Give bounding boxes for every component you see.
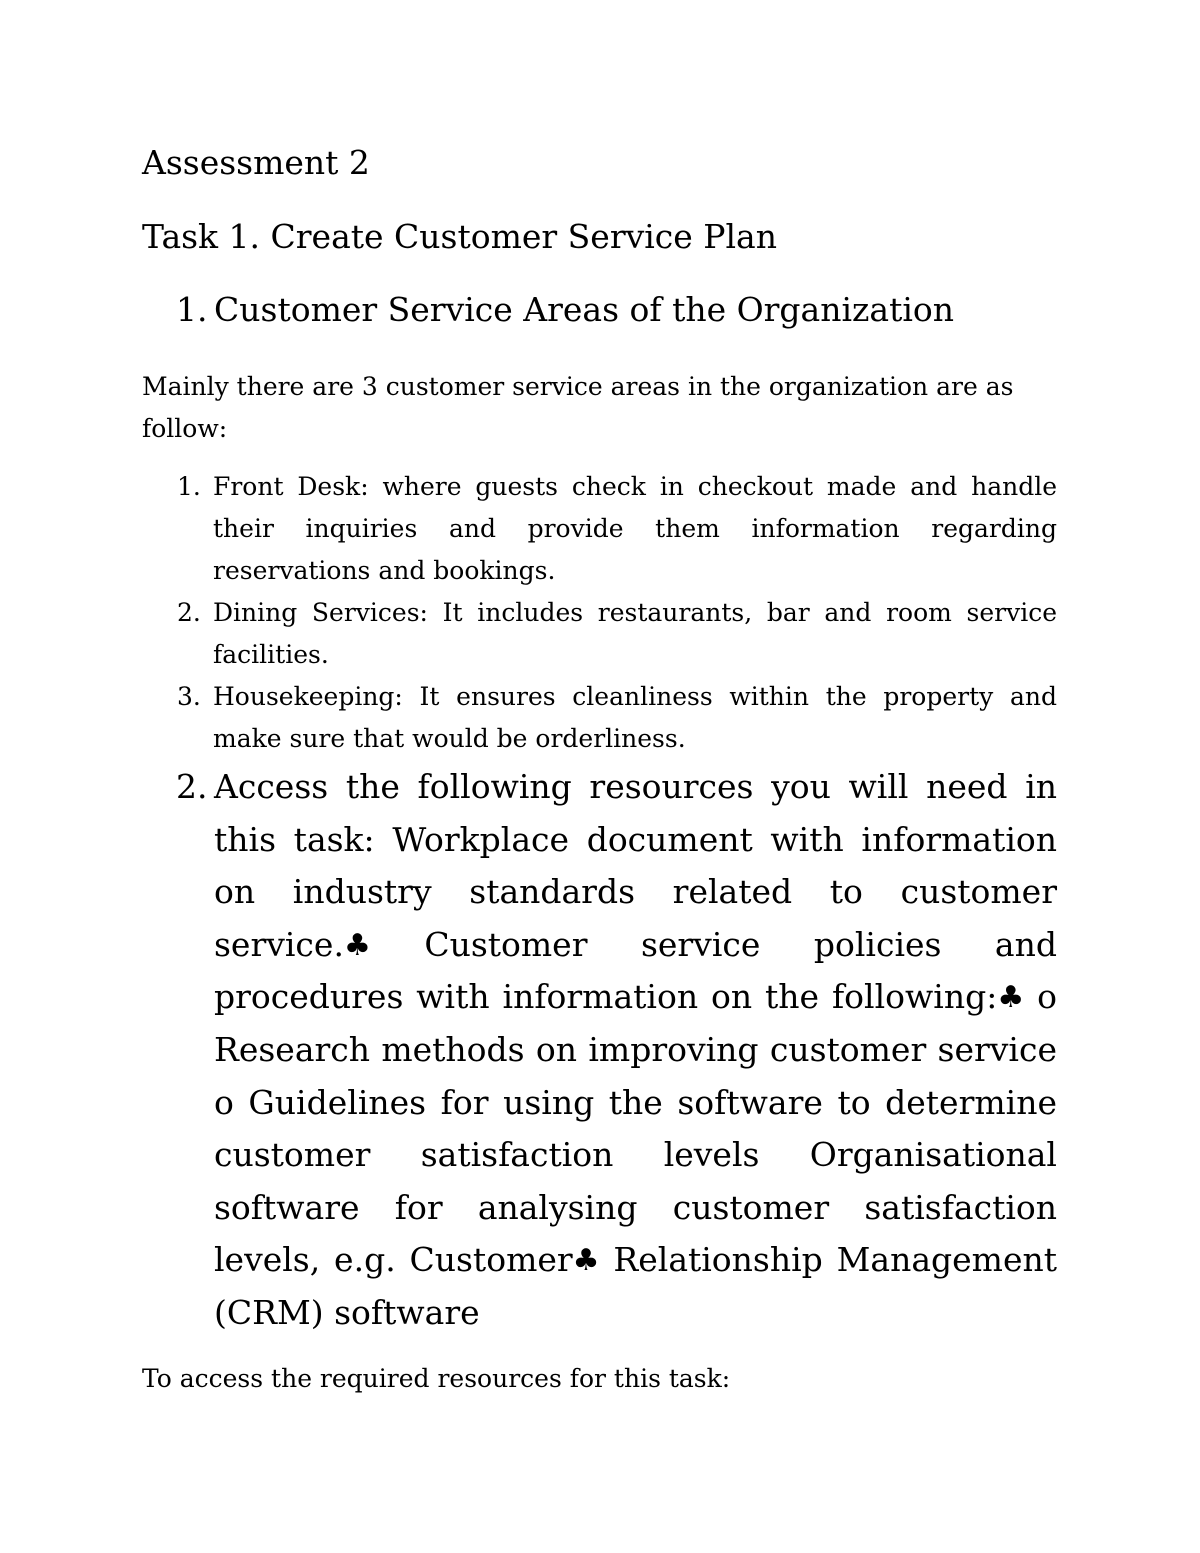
list-item-dining-services — [142, 592, 1057, 676]
section-2-paragraph — [214, 761, 1057, 1340]
section-1-number: 1. — [176, 290, 208, 329]
document-title: Assessment 2 — [142, 143, 370, 182]
section-2-text-part: o Research methods on improving customer service o Guidelines for using the software to determine customer satisfaction levels Organisational software for analysing customer satisfaction levels, e.g. Customer — [214, 977, 1058, 1280]
section-2-number: 2. — [176, 767, 208, 806]
intro-paragraph: Mainly there are 3 customer service areas in the organization are as follow: — [142, 372, 1014, 443]
footer-paragraph: To access the required resources for this task: — [142, 1364, 731, 1393]
list-item-front-desk — [142, 466, 1057, 592]
list-item-text: Front Desk: where guests check in checkout made and handle their inquiries and provide them information regarding reservations and bookings. — [213, 472, 1057, 585]
club-bullet-icon: ♣ — [572, 1243, 600, 1279]
section-1-heading: Customer Service Areas of the Organization — [214, 290, 955, 329]
customer-service-areas-list — [142, 466, 1057, 760]
list-item-number: 3. — [177, 682, 201, 711]
section-2-text-part: Relationship Management (CRM) software — [214, 1240, 1057, 1332]
club-bullet-icon: ♣ — [997, 980, 1025, 1016]
list-item-housekeeping — [142, 676, 1057, 760]
list-item-number: 2. — [177, 598, 201, 627]
list-item-text: Dining Services: It includes restaurants, bar and room service facilities. — [213, 598, 1057, 669]
section-2-text-part: Access the following resources you will need in this task: Workplace document with information on industry standards related to customer service. — [214, 767, 1057, 964]
club-bullet-icon: ♣ — [343, 927, 371, 963]
section-2-text-part: Customer service policies and procedures with information on the following: — [214, 924, 1057, 1017]
task-heading: Task 1. Create Customer Service Plan — [142, 217, 777, 256]
list-item-text: Housekeeping: It ensures cleanliness within the property and make sure that would be orderliness. — [213, 682, 1057, 753]
list-item-number: 1. — [177, 472, 201, 501]
